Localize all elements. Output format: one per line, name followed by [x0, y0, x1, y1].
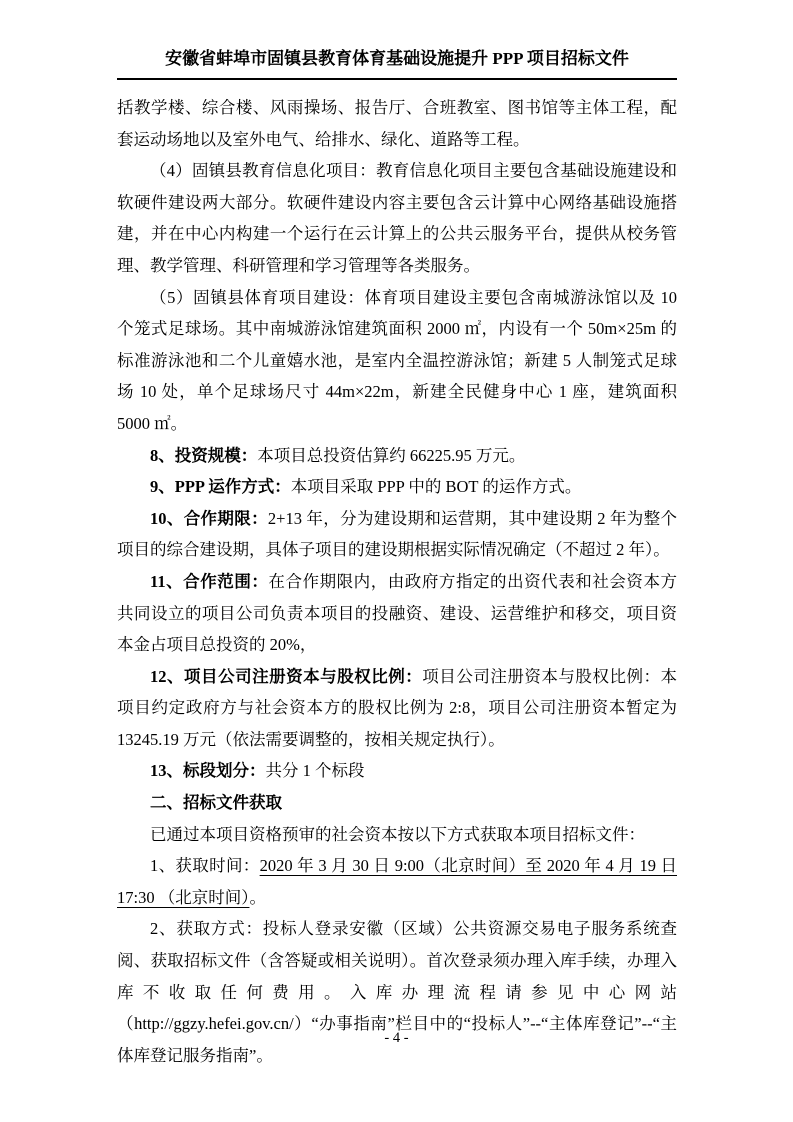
- acquisition-time-period-mark: 。: [249, 887, 266, 907]
- para-8-text: 本项目总投资估算约 66225.95 万元。: [257, 445, 526, 465]
- para-13-label: 13、标段划分：: [150, 761, 266, 781]
- page-footer: [0, 1028, 793, 1048]
- para-acquisition-method: 2、获取方式：投标人登录安徽（区域）公共资源交易电子服务系统查阅、获取招标文件（含答疑或相关说明）。首次登录须办理入库手续，办理入库不收取任何费用。入库办理流程请参见中心网站（http://ggzy.hefei.gov.cn/）“办事指南”栏目中的“投标人”--“主体库登记”--“主体库登记服务指南”。: [117, 919, 677, 1065]
- para-11-cooperation-scope: [117, 566, 677, 661]
- page-content: [117, 48, 677, 1071]
- para-10-label: 10、合作期限：: [150, 508, 268, 528]
- para-11-label: 11、合作范围：: [150, 571, 269, 591]
- para-10-text: 2+13 年，分为建设期和运营期，其中建设期 2 年为整个项目的综合建设期，具体子项目的建设期根据实际情况确定（不超过 2 年）。: [117, 508, 677, 560]
- para-12-label: 12、项目公司注册资本与股权比例：: [150, 666, 423, 686]
- para-9-ppp-operation-mode: [117, 471, 677, 503]
- page-number: - 4 -: [384, 1030, 409, 1046]
- para-acquisition-time: [117, 850, 677, 913]
- para-9-text: 本项目采取 PPP 中的 BOT 的运作方式。: [290, 477, 582, 497]
- para-item5-sports-construction: （5）固镇县体育项目建设：体育项目建设主要包含南城游泳馆以及 10 个笼式足球场。其中南城游泳馆建筑面积 2000 ㎡，内设有一个 50m×25m 的标准游泳池和二个儿童嬉水池，是室内全温控游泳馆；新建 5 人制笼式足球场 10 处，单个足球场尺寸 44m×22m，新建全民健身中心 1 座，建筑面积 5000 ㎡。: [117, 287, 677, 433]
- document-body: [117, 92, 677, 1071]
- para-10-cooperation-period: [117, 503, 677, 566]
- para-8-label: 8、投资规模：: [150, 445, 258, 465]
- para-13-text: 共分 1 个标段: [265, 761, 365, 781]
- acquisition-time-range: 2020 年 3 月 30 日 9:00（北京时间）至 2020 年 4 月 19 日 17:30 （北京时间）: [117, 856, 677, 907]
- para-8-investment-scale: [117, 440, 677, 472]
- para-9-label: 9、PPP 运作方式：: [150, 477, 291, 497]
- para-11-text: 在合作期限内，由政府方指定的出资代表和社会资本方共同设立的项目公司负责本项目的投融资、建设、运营维护和移交，项目资本金占项目总投资的 20%，: [117, 571, 677, 655]
- para-acquisition-intro: 已通过本项目资格预审的社会资本按以下方式获取本项目招标文件：: [150, 824, 645, 844]
- para-13-bid-sections: [117, 755, 677, 787]
- para-12-text: 项目公司注册资本与股权比例：本项目约定政府方与社会资本方的股权比例为 2:8，项目公司注册资本暂定为 13245.19 万元（依法需要调整的，按相关规定执行）。: [117, 666, 678, 749]
- heading-section-2-document-acquisition: 二、招标文件获取: [150, 793, 282, 813]
- document-title: 安徽省蚌埠市固镇县教育体育基础设施提升 PPP 项目招标文件: [165, 49, 629, 68]
- para-12-registered-capital-equity: [117, 661, 677, 756]
- acquisition-time-label: 1、获取时间：: [150, 856, 260, 876]
- page-header: [117, 48, 677, 80]
- para-construction-scope-continuation: 括教学楼、综合楼、风雨操场、报告厅、合班教室、图书馆等主体工程，配套运动场地以及室外电气、给排水、绿化、道路等工程。: [117, 98, 677, 149]
- para-item4-education-informatization: （4）固镇县教育信息化项目：教育信息化项目主要包含基础设施建设和软硬件建设两大部分。软硬件建设内容主要包含云计算中心网络基础设施搭建，并在中心内构建一个运行在云计算上的公共云服务平台，提供从校务管理、教学管理、科研管理和学习管理等各类服务。: [117, 161, 677, 275]
